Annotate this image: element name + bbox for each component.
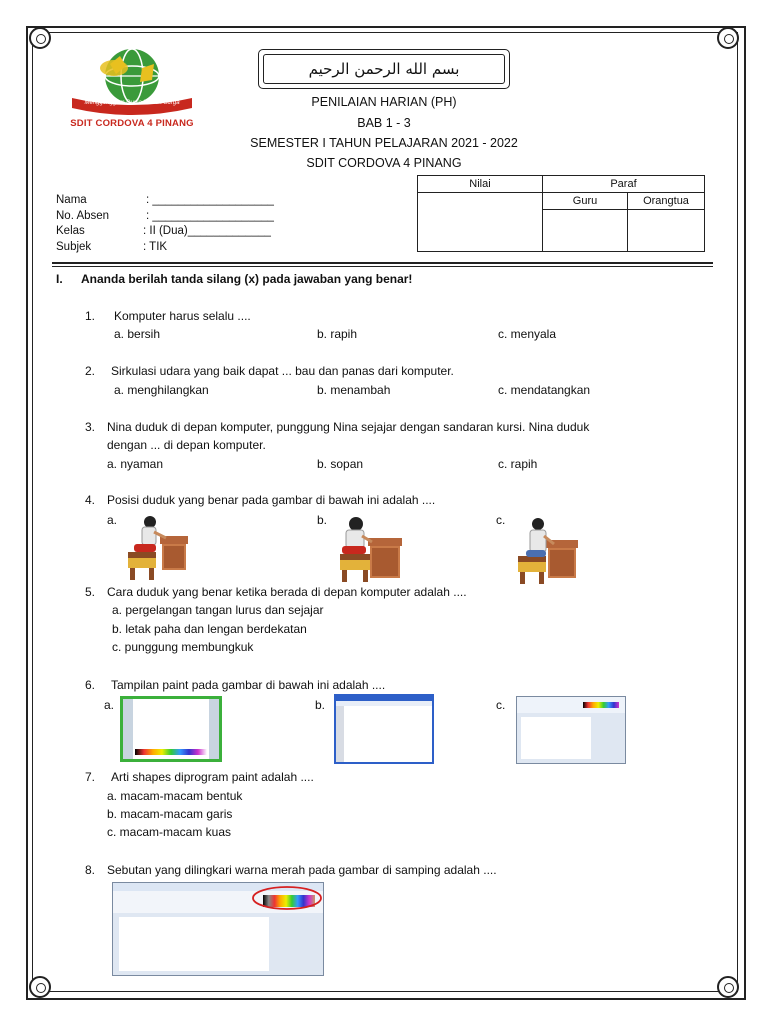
question-text: Tampilan paint pada gambar di bawah ini adalah .... [111,678,386,692]
corner-ornament-top-right [717,27,739,49]
option-b[interactable]: b. menambah [317,383,391,397]
question-number: 2. [85,364,96,378]
guru-header: Guru [543,193,628,210]
option-c[interactable]: c. mendatangkan [498,383,591,397]
option-a[interactable]: a. macam-macam bentuk [107,789,243,803]
identity-row-absen [56,209,274,225]
identity-block [56,193,274,255]
paint-screenshot-a[interactable] [120,696,222,762]
option-c[interactable]: c. [496,513,506,527]
bismillah-text: بسم الله الرحمن الرحيم [263,54,505,84]
posture-image-b[interactable] [334,514,406,584]
question-text: Komputer harus selalu .... [114,309,251,323]
paint-screenshot-b[interactable] [334,694,434,764]
red-highlight-circle [250,884,324,912]
identity-value[interactable]: : II (Dua)_____________ [143,225,271,237]
question-text: Nina duduk di depan komputer, punggung Nina sejajar dengan sandaran kursi. Nina duduk [107,420,590,434]
bismillah-box [258,49,510,89]
paint-canvas [521,717,591,759]
option-b[interactable]: b. [317,513,328,527]
option-b[interactable]: b. macam-macam garis [107,807,233,821]
question-text-continued: dengan ... di depan komputer. [107,438,266,452]
nilai-cell[interactable] [418,193,543,252]
posture-image-a[interactable] [120,514,192,582]
paint-screenshot-c[interactable] [516,696,626,764]
orangtua-header: Orangtua [628,193,705,210]
option-a[interactable]: a. bersih [114,327,161,341]
question-number: 4. [85,493,96,507]
option-b[interactable]: b. [315,698,326,712]
option-c[interactable]: c. rapih [498,457,538,471]
identity-value[interactable]: : ___________________ [146,209,274,222]
question-text: Sebutan yang dilingkari warna merah pada gambar di samping adalah .... [107,863,497,877]
option-a[interactable]: a. [107,513,118,527]
question-number: 8. [85,863,96,877]
question-text: Cara duduk yang benar ketika berada di depan komputer adalah .... [107,585,467,599]
option-a[interactable]: a. nyaman [107,457,164,471]
identity-row-subjek [56,240,274,256]
option-c[interactable]: c. menyala [498,327,557,341]
corner-ornament-top-left [29,27,51,49]
option-c[interactable]: c. punggung membungkuk [112,640,254,654]
title-line-1: PENILAIAN HARIAN (PH) [311,95,457,109]
title-line-3: SEMESTER I TAHUN PELAJARAN 2021 - 2022 [250,136,518,150]
posture-image-c[interactable] [512,516,582,584]
title-line-2: BAB 1 - 3 [357,116,411,130]
paint-color-palette [135,749,207,755]
logo-motto: Menggenggam Dunia Meraih Surga [84,100,180,106]
divider-thick [52,262,713,264]
identity-label: Kelas [56,225,85,237]
identity-value[interactable]: : ___________________ [146,194,274,206]
orangtua-sign-cell[interactable] [628,210,705,252]
option-b[interactable]: b. rapih [317,327,358,341]
question-text: Arti shapes diprogram paint adalah .... [111,770,314,784]
option-a[interactable]: a. menghilangkan [114,383,209,397]
question-text: Posisi duduk yang benar pada gambar di bawah ini adalah .... [107,493,436,507]
corner-ornament-bottom-left [29,976,51,998]
question-number: 3. [85,420,96,434]
identity-label: Nama [56,194,87,206]
question-number: 1. [85,309,96,323]
option-c[interactable]: c. [496,698,506,712]
identity-row-nama [56,193,274,209]
paint-menubar [336,701,432,706]
section-number: I. [56,272,63,286]
title-line-4: SDIT CORDOVA 4 PINANG [306,156,462,170]
identity-value: : TIK [143,240,168,253]
option-a[interactable]: a. [104,698,115,712]
corner-ornament-bottom-right [717,976,739,998]
option-a[interactable]: a. pergelangan tangan lurus dan sejajar [112,603,324,617]
identity-row-kelas [56,224,274,240]
paint-toolbox [123,699,133,759]
option-c[interactable]: c. macam-macam kuas [107,825,232,839]
paint-color-palette [583,702,619,708]
question-number: 5. [85,585,96,599]
paint-toolbox-right [209,699,219,759]
identity-label: Subjek [56,240,92,253]
score-table [417,175,705,252]
question-text: Sirkulasi udara yang baik dapat ... bau dan panas dari komputer. [111,364,454,378]
logo-school-name: SDIT CORDOVA 4 PINANG [70,118,194,129]
divider-thin [52,266,713,267]
question-number: 7. [85,770,96,784]
question-number: 6. [85,678,96,692]
nilai-header: Nilai [418,176,543,193]
guru-sign-cell[interactable] [543,210,628,252]
paint-toolbox [336,706,344,762]
identity-label: No. Absen [56,209,110,222]
section-instruction: Ananda berilah tanda silang (x) pada jawaban yang benar! [81,272,413,286]
option-b[interactable]: b. sopan [317,457,364,471]
paraf-header: Paraf [543,176,705,193]
paint-canvas [119,917,269,971]
option-b[interactable]: b. letak paha dan lengan berdekatan [112,622,307,636]
